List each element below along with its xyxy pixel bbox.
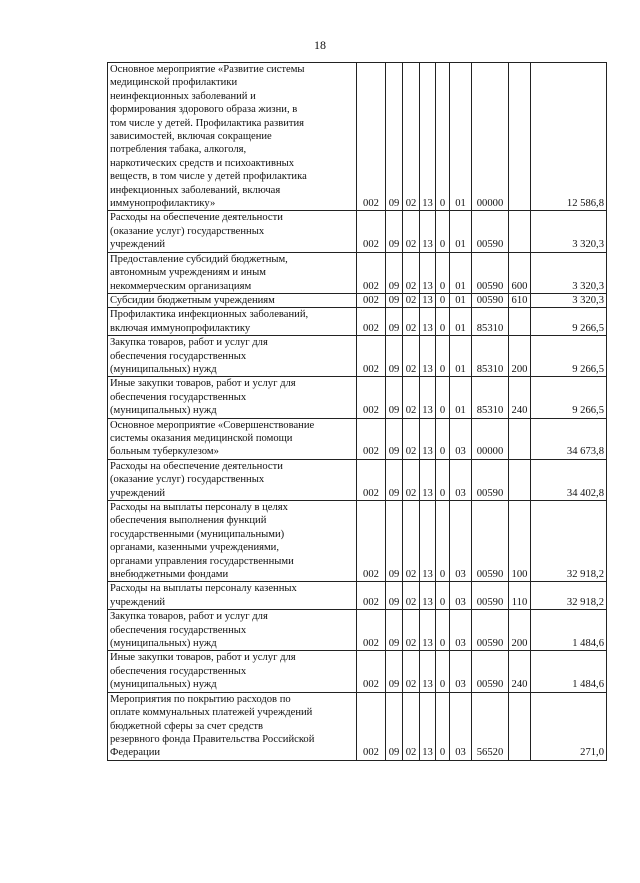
cell-name xyxy=(108,418,357,459)
cell-amount: 34 402,8 xyxy=(531,459,607,500)
cell-subsection: 02 xyxy=(403,252,420,293)
cell-event: 01 xyxy=(450,377,472,418)
cell-section: 09 xyxy=(386,211,403,252)
cell-name xyxy=(108,459,357,500)
cell-subsection: 02 xyxy=(403,308,420,336)
cell-name-line: Предоставление субсидий бюджетным, xyxy=(110,253,288,265)
cell-direction: 00590 xyxy=(472,459,509,500)
table-row xyxy=(108,418,607,459)
cell-code: 002 xyxy=(357,610,386,651)
cell-amount: 1 484,6 xyxy=(531,651,607,692)
cell-section: 09 xyxy=(386,63,403,211)
cell-amount: 32 918,2 xyxy=(531,501,607,582)
cell-name-line: Субсидии бюджетным учреждениям xyxy=(110,294,275,306)
cell-code: 002 xyxy=(357,211,386,252)
cell-direction: 00000 xyxy=(472,63,509,211)
cell-amount: 3 320,3 xyxy=(531,252,607,293)
cell-name-line: (оказание услуг) государственных xyxy=(110,474,265,486)
cell-code: 002 xyxy=(357,293,386,307)
cell-name-line: некоммерческим организациям xyxy=(110,280,252,292)
cell-expense-type: 600 xyxy=(509,252,531,293)
cell-subprogram: 0 xyxy=(436,692,450,760)
cell-program: 13 xyxy=(420,651,436,692)
table-row xyxy=(108,211,607,252)
cell-name-line: формирования здорового образа жизни, в xyxy=(110,104,298,116)
cell-event: 03 xyxy=(450,418,472,459)
cell-name xyxy=(108,651,357,692)
cell-subsection: 02 xyxy=(403,459,420,500)
cell-name-line: учреждений xyxy=(110,487,166,499)
cell-name-line: автономным учреждениям и иным xyxy=(110,267,266,279)
cell-subprogram: 0 xyxy=(436,501,450,582)
cell-event: 01 xyxy=(450,252,472,293)
cell-name-line: (муниципальных) нужд xyxy=(110,405,217,417)
cell-name-line: учреждений xyxy=(110,239,166,251)
cell-amount: 3 320,3 xyxy=(531,293,607,307)
cell-amount: 3 320,3 xyxy=(531,211,607,252)
cell-section: 09 xyxy=(386,459,403,500)
cell-name xyxy=(108,336,357,377)
cell-subprogram: 0 xyxy=(436,336,450,377)
cell-name-line: (муниципальных) нужд xyxy=(110,638,217,650)
cell-name-line: Основное мероприятие «Развитие системы xyxy=(110,64,305,75)
cell-name-line: бюджетной сферы за счет средств xyxy=(110,720,264,732)
cell-subprogram: 0 xyxy=(436,293,450,307)
cell-amount: 32 918,2 xyxy=(531,582,607,610)
cell-name xyxy=(108,377,357,418)
cell-event: 03 xyxy=(450,582,472,610)
table-row xyxy=(108,252,607,293)
cell-event: 03 xyxy=(450,692,472,760)
cell-event: 01 xyxy=(450,293,472,307)
cell-direction: 56520 xyxy=(472,692,509,760)
cell-program: 13 xyxy=(420,308,436,336)
cell-expense-type xyxy=(509,211,531,252)
cell-name-line: больным туберкулезом» xyxy=(110,446,219,458)
cell-subsection: 02 xyxy=(403,63,420,211)
cell-expense-type: 240 xyxy=(509,651,531,692)
cell-name-line: иммунопрофилактику» xyxy=(110,198,216,210)
cell-subsection: 02 xyxy=(403,336,420,377)
cell-name-line: Расходы на обеспечение деятельности xyxy=(110,212,283,224)
cell-expense-type xyxy=(509,63,531,211)
cell-name-line: Расходы на выплаты персоналу в целях xyxy=(110,502,288,513)
table-row xyxy=(108,582,607,610)
cell-name xyxy=(108,501,357,582)
cell-name-line: Федерации xyxy=(110,747,161,759)
cell-expense-type xyxy=(509,418,531,459)
cell-code: 002 xyxy=(357,582,386,610)
cell-subsection: 02 xyxy=(403,582,420,610)
cell-direction: 00590 xyxy=(472,293,509,307)
cell-section: 09 xyxy=(386,418,403,459)
cell-name-line: государственными (муниципальными) xyxy=(110,528,285,540)
cell-direction: 00590 xyxy=(472,610,509,651)
table-row xyxy=(108,293,607,307)
cell-event: 03 xyxy=(450,651,472,692)
cell-name-line: системы оказания медицинской помощи xyxy=(110,432,293,444)
table-row xyxy=(108,308,607,336)
cell-subsection: 02 xyxy=(403,418,420,459)
cell-section: 09 xyxy=(386,336,403,377)
cell-name-line: обеспечения государственных xyxy=(110,350,247,362)
cell-name xyxy=(108,692,357,760)
cell-subsection: 02 xyxy=(403,377,420,418)
cell-amount: 9 266,5 xyxy=(531,308,607,336)
cell-direction: 00000 xyxy=(472,418,509,459)
cell-amount: 34 673,8 xyxy=(531,418,607,459)
cell-expense-type: 110 xyxy=(509,582,531,610)
cell-subsection: 02 xyxy=(403,651,420,692)
cell-expense-type xyxy=(509,308,531,336)
cell-direction: 00590 xyxy=(472,211,509,252)
cell-section: 09 xyxy=(386,610,403,651)
cell-name-line: Мероприятия по покрытию расходов по xyxy=(110,693,291,705)
cell-name-line: включая иммунопрофилактику xyxy=(110,322,251,334)
cell-section: 09 xyxy=(386,377,403,418)
cell-program: 13 xyxy=(420,336,436,377)
cell-section: 09 xyxy=(386,252,403,293)
cell-section: 09 xyxy=(386,501,403,582)
cell-event: 01 xyxy=(450,336,472,377)
cell-subsection: 02 xyxy=(403,501,420,582)
cell-name-line: обеспечения государственных xyxy=(110,665,247,677)
cell-expense-type: 610 xyxy=(509,293,531,307)
cell-code: 002 xyxy=(357,692,386,760)
cell-name-line: наркотических средств и психоактивных xyxy=(110,157,295,169)
cell-event: 03 xyxy=(450,459,472,500)
table-body xyxy=(108,63,607,761)
cell-program: 13 xyxy=(420,252,436,293)
cell-code: 002 xyxy=(357,651,386,692)
cell-name-line: (оказание услуг) государственных xyxy=(110,225,265,237)
cell-direction: 00590 xyxy=(472,252,509,293)
cell-name-line: том числе у детей. Профилактика развития xyxy=(110,117,305,129)
table-row xyxy=(108,610,607,651)
cell-subprogram: 0 xyxy=(436,377,450,418)
cell-direction: 00590 xyxy=(472,651,509,692)
cell-direction: 85310 xyxy=(472,377,509,418)
table-row xyxy=(108,336,607,377)
cell-code: 002 xyxy=(357,377,386,418)
cell-name-line: веществ, в том числе у детей профилактика xyxy=(110,171,307,183)
cell-name-line: обеспечения государственных xyxy=(110,624,247,636)
cell-name xyxy=(108,610,357,651)
cell-name-line: обеспечения государственных xyxy=(110,391,247,403)
cell-direction: 00590 xyxy=(472,501,509,582)
cell-code: 002 xyxy=(357,459,386,500)
cell-subprogram: 0 xyxy=(436,610,450,651)
cell-section: 09 xyxy=(386,293,403,307)
cell-program: 13 xyxy=(420,63,436,211)
cell-event: 01 xyxy=(450,308,472,336)
cell-code: 002 xyxy=(357,336,386,377)
page-number: 18 xyxy=(314,38,326,52)
cell-amount: 271,0 xyxy=(531,692,607,760)
cell-section: 09 xyxy=(386,582,403,610)
cell-subsection: 02 xyxy=(403,293,420,307)
cell-subprogram: 0 xyxy=(436,252,450,293)
cell-program: 13 xyxy=(420,293,436,307)
cell-name-line: Основное мероприятие «Совершенствование xyxy=(110,419,315,431)
cell-subsection: 02 xyxy=(403,211,420,252)
cell-name-line: зависимостей, включая сокращение xyxy=(110,131,272,143)
cell-direction: 00590 xyxy=(472,582,509,610)
cell-name-line: (муниципальных) нужд xyxy=(110,679,217,691)
cell-name xyxy=(108,582,357,610)
cell-name xyxy=(108,63,357,211)
cell-amount: 9 266,5 xyxy=(531,377,607,418)
cell-program: 13 xyxy=(420,211,436,252)
cell-program: 13 xyxy=(420,459,436,500)
cell-code: 002 xyxy=(357,252,386,293)
cell-name-line: Закупка товаров, работ и услуг для xyxy=(110,337,268,349)
cell-name-line: обеспечения выполнения функций xyxy=(110,515,267,527)
cell-code: 002 xyxy=(357,418,386,459)
cell-name-line: органами управления государственными xyxy=(110,555,294,567)
cell-amount: 12 586,8 xyxy=(531,63,607,211)
cell-name-line: резервного фонда Правительства Российской xyxy=(110,733,315,745)
cell-subprogram: 0 xyxy=(436,582,450,610)
cell-code: 002 xyxy=(357,501,386,582)
cell-program: 13 xyxy=(420,418,436,459)
cell-subprogram: 0 xyxy=(436,63,450,211)
cell-subprogram: 0 xyxy=(436,651,450,692)
cell-name-line: внебюджетными фондами xyxy=(110,569,229,581)
cell-name-line: Профилактика инфекционных заболеваний, xyxy=(110,309,309,321)
cell-name-line: медицинской профилактики xyxy=(110,77,238,89)
cell-code: 002 xyxy=(357,63,386,211)
table-row xyxy=(108,692,607,760)
cell-name-line: инфекционных заболеваний, включая xyxy=(110,184,281,196)
cell-name-line: Расходы на выплаты персоналу казенных xyxy=(110,583,297,595)
cell-name-line: оплате коммунальных платежей учреждений xyxy=(110,707,313,719)
cell-subprogram: 0 xyxy=(436,211,450,252)
cell-name-line: неинфекционных заболеваний и xyxy=(110,90,256,102)
budget-table xyxy=(107,62,607,761)
cell-name xyxy=(108,293,357,307)
cell-direction: 85310 xyxy=(472,308,509,336)
cell-subprogram: 0 xyxy=(436,308,450,336)
cell-program: 13 xyxy=(420,377,436,418)
cell-name xyxy=(108,211,357,252)
cell-section: 09 xyxy=(386,692,403,760)
cell-section: 09 xyxy=(386,651,403,692)
cell-expense-type xyxy=(509,692,531,760)
cell-subprogram: 0 xyxy=(436,418,450,459)
cell-name-line: потребления табака, алкоголя, xyxy=(110,144,247,156)
table-row xyxy=(108,501,607,582)
cell-section: 09 xyxy=(386,308,403,336)
cell-subsection: 02 xyxy=(403,610,420,651)
cell-code: 002 xyxy=(357,308,386,336)
cell-subsection: 02 xyxy=(403,692,420,760)
cell-name xyxy=(108,308,357,336)
cell-name xyxy=(108,252,357,293)
cell-name-line: Расходы на обеспечение деятельности xyxy=(110,460,283,472)
cell-expense-type xyxy=(509,459,531,500)
cell-expense-type: 200 xyxy=(509,610,531,651)
cell-event: 03 xyxy=(450,501,472,582)
table-row xyxy=(108,459,607,500)
table-row xyxy=(108,377,607,418)
cell-program: 13 xyxy=(420,610,436,651)
table-row xyxy=(108,63,607,211)
cell-direction: 85310 xyxy=(472,336,509,377)
cell-event: 01 xyxy=(450,211,472,252)
cell-program: 13 xyxy=(420,501,436,582)
cell-name-line: Закупка товаров, работ и услуг для xyxy=(110,611,268,623)
cell-expense-type: 240 xyxy=(509,377,531,418)
cell-event: 01 xyxy=(450,63,472,211)
cell-name-line: (муниципальных) нужд xyxy=(110,363,217,375)
cell-amount: 9 266,5 xyxy=(531,336,607,377)
cell-name-line: учреждений xyxy=(110,596,166,608)
cell-expense-type: 100 xyxy=(509,501,531,582)
cell-name-line: Иные закупки товаров, работ и услуг для xyxy=(110,378,296,390)
table-row xyxy=(108,651,607,692)
cell-program: 13 xyxy=(420,692,436,760)
cell-name-line: Иные закупки товаров, работ и услуг для xyxy=(110,652,296,664)
cell-expense-type: 200 xyxy=(509,336,531,377)
cell-program: 13 xyxy=(420,582,436,610)
cell-event: 03 xyxy=(450,610,472,651)
cell-amount: 1 484,6 xyxy=(531,610,607,651)
cell-subprogram: 0 xyxy=(436,459,450,500)
cell-name-line: органами, казенными учреждениями, xyxy=(110,542,280,554)
